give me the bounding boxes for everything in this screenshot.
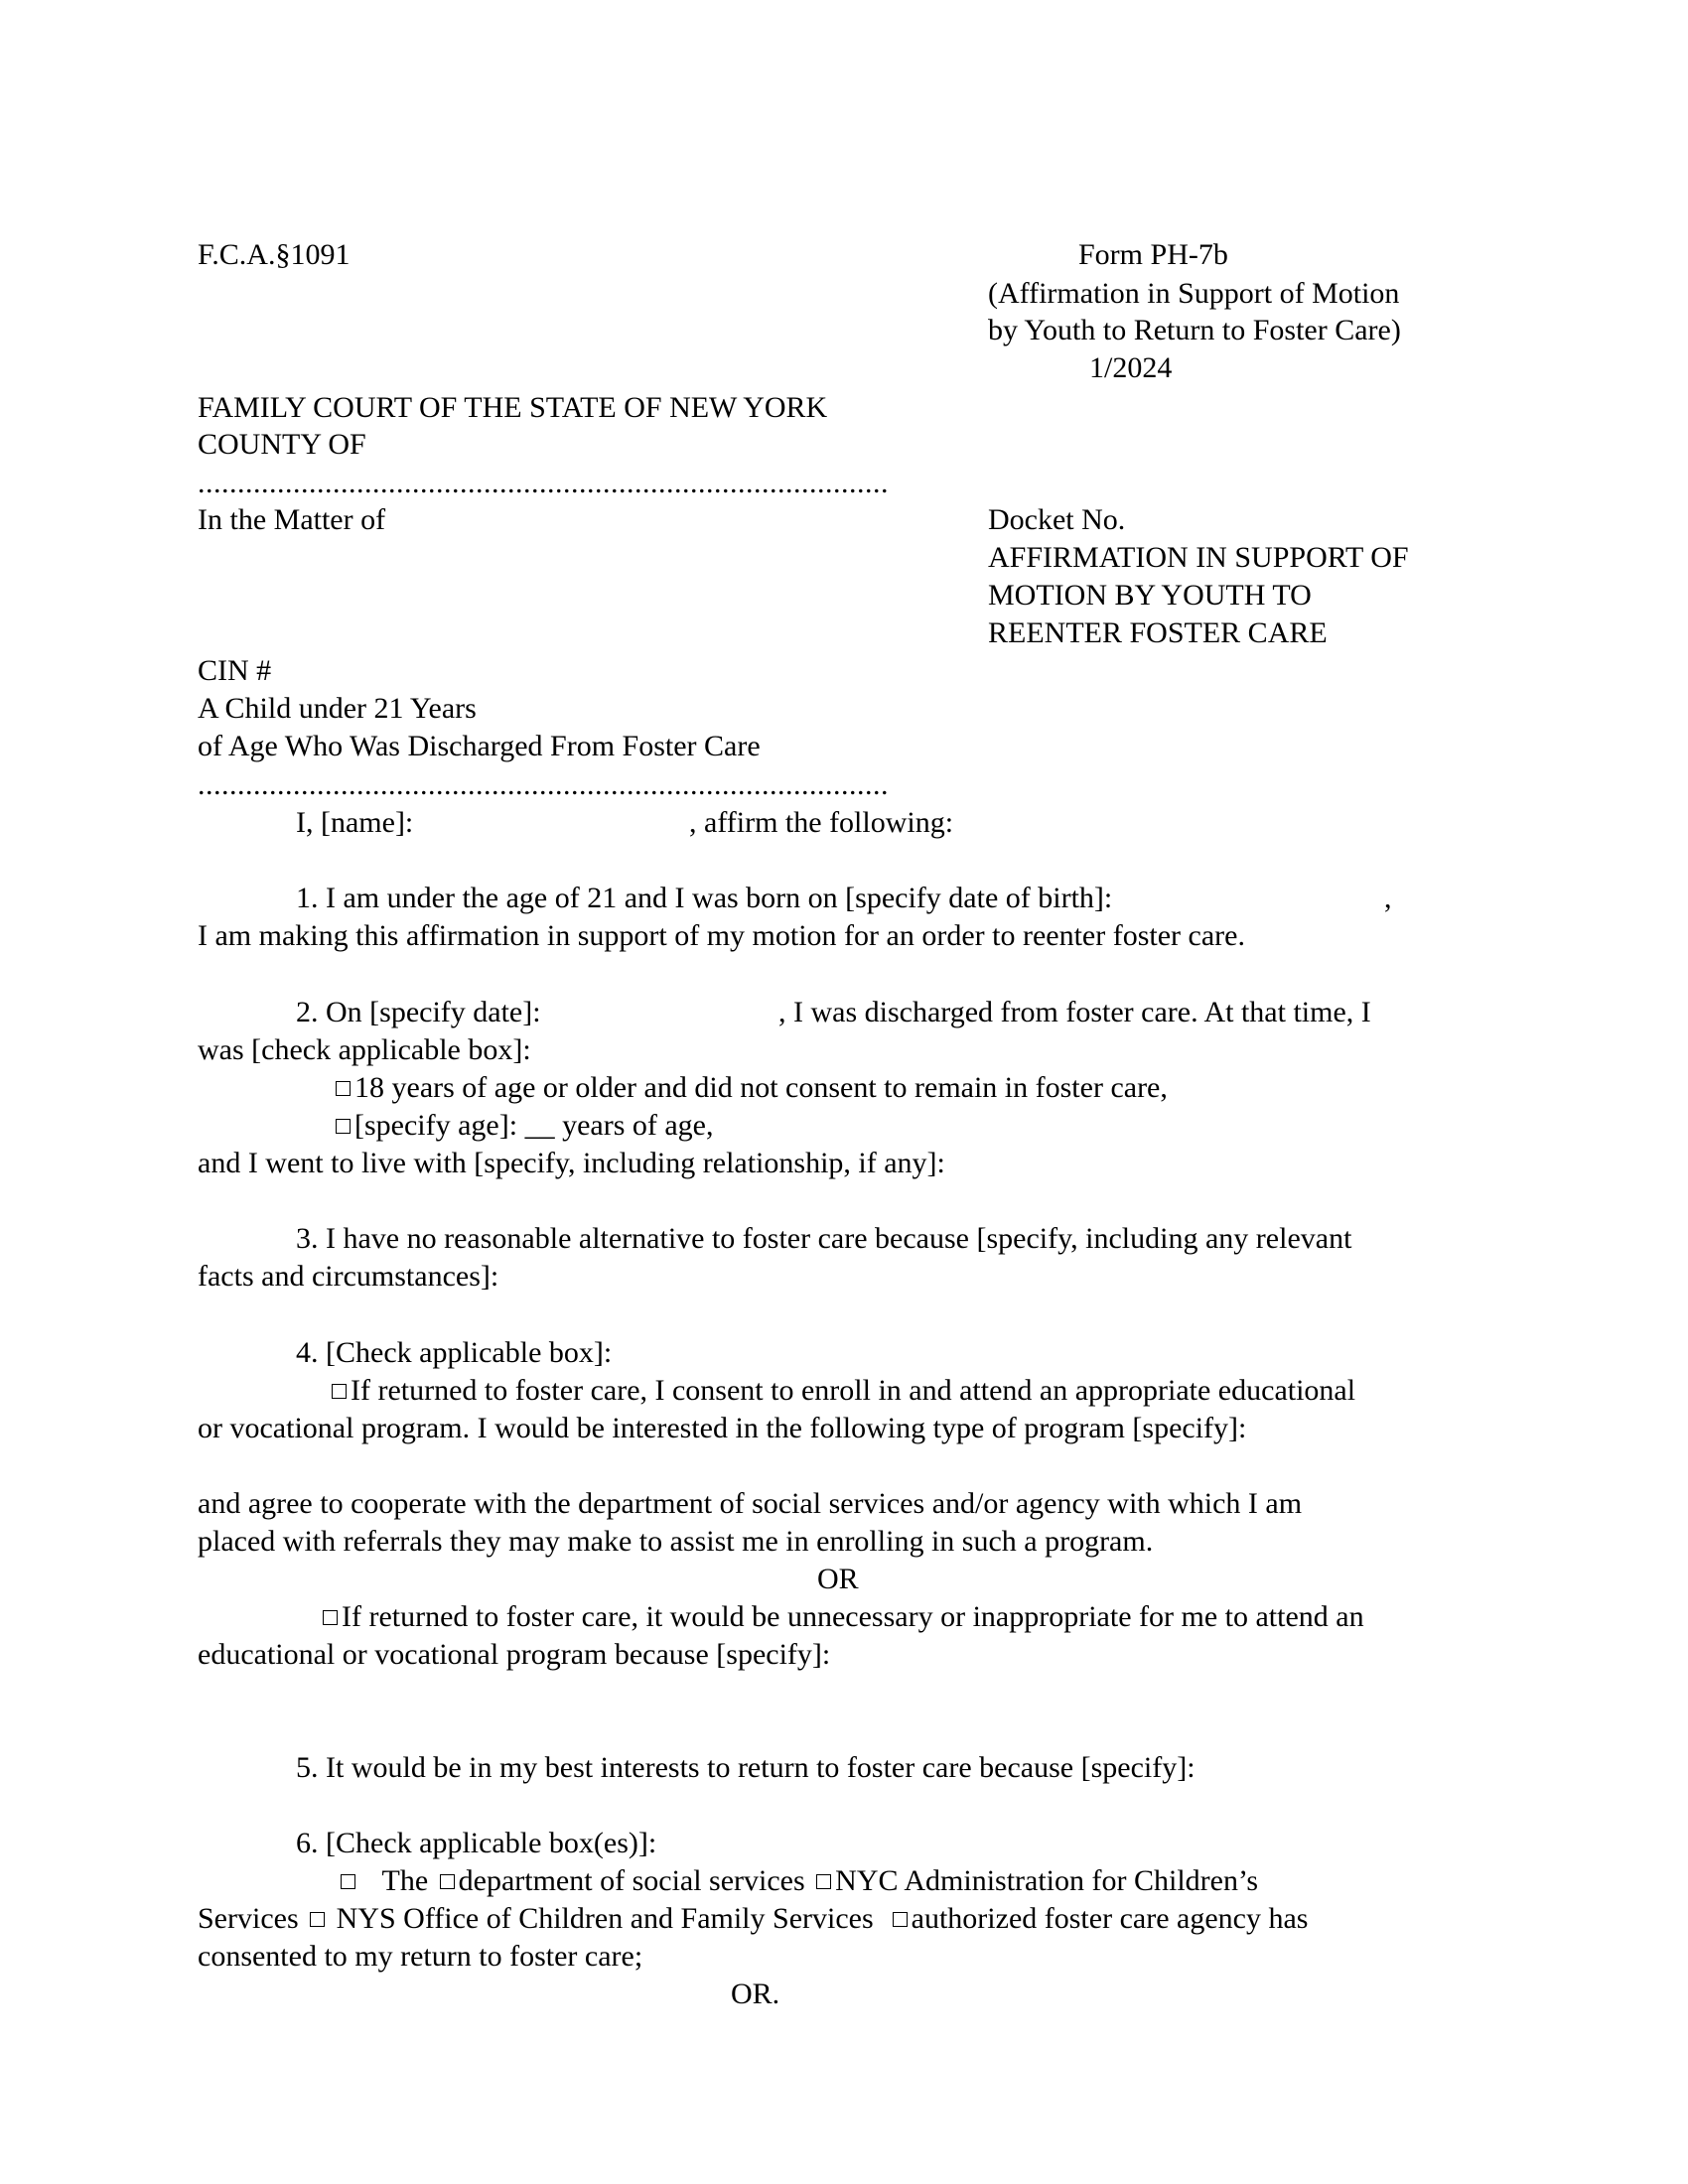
para1-comma: ,	[1384, 882, 1392, 914]
form-description-line2: by Youth to Return to Foster Care)	[988, 314, 1401, 346]
caption-separator-top: .......................................................................................	[198, 467, 889, 499]
document-title-line2: MOTION BY YOUTH TO	[988, 579, 1312, 612]
county-label: COUNTY OF	[198, 428, 366, 461]
child-description-line2: of Age Who Was Discharged From Foster Care	[198, 730, 761, 762]
checkbox[interactable]	[816, 1874, 831, 1889]
affirm-following: , affirm the following:	[689, 806, 954, 839]
para1-line1: 1. I am under the age of 21 and I was born on [specify date of birth]:	[296, 882, 1113, 914]
para3-line1: 3. I have no reasonable alternative to foster care because [specify, including any relevant	[296, 1222, 1352, 1255]
court-name: FAMILY COURT OF THE STATE OF NEW YORK	[198, 391, 828, 424]
form-description-line1: (Affirmation in Support of Motion	[988, 277, 1400, 310]
affiant-name-label: I, [name]:	[296, 806, 414, 839]
para4-option-unnecessary	[323, 1598, 1364, 1636]
para4-or: OR	[817, 1563, 859, 1595]
para1-line2: I am making this affirmation in support of my motion for an order to reenter foster care.	[198, 919, 1245, 952]
acs-label-cont: Services	[198, 1902, 299, 1935]
para6-consent-line2	[198, 1900, 1308, 1938]
the-label: The	[381, 1864, 429, 1897]
acs-label: NYC Administration for Children’s	[835, 1864, 1258, 1897]
para4-agree-line1: and agree to cooperate with the department of social services and/or agency with which I am	[198, 1487, 1303, 1520]
document-title-line1: AFFIRMATION IN SUPPORT OF	[988, 541, 1409, 574]
checkbox[interactable]	[336, 1081, 351, 1096]
para6-or: OR.	[731, 1978, 780, 2010]
child-description-line1: A Child under 21 Years	[198, 692, 477, 725]
para4-option-enroll-line2: or vocational program. I would be interested in the following type of program [specify]:	[198, 1412, 1247, 1444]
checkbox[interactable]	[440, 1874, 455, 1889]
para2-option-adult	[336, 1069, 1168, 1107]
caption-separator-bottom: .......................................................................................	[198, 768, 889, 801]
para6-heading: 6. [Check applicable box(es)]:	[296, 1827, 657, 1859]
para2-lived-with: and I went to live with [specify, including relationship, if any]:	[198, 1147, 945, 1179]
ocfs-label: NYS Office of Children and Family Services	[336, 1902, 874, 1935]
checkbox[interactable]	[341, 1874, 355, 1889]
dss-label: department of social services	[458, 1864, 805, 1897]
para2-check-box-label: was [check applicable box]:	[198, 1033, 531, 1066]
para6-consent-line1	[341, 1862, 1258, 1900]
para2-option-age	[336, 1107, 714, 1145]
matter-of-label: In the Matter of	[198, 503, 386, 536]
para5-line1: 5. It would be in my best interests to return to foster care because [specify]:	[296, 1751, 1196, 1784]
checkbox[interactable]	[332, 1384, 347, 1399]
option-label: If returned to foster care, I consent to enroll in and attend an appropriate educational	[351, 1374, 1356, 1407]
para2-discharged: , I was discharged from foster care. At that time, I	[778, 996, 1371, 1028]
para6-consent-line3: consented to my return to foster care;	[198, 1940, 643, 1973]
checkbox[interactable]	[323, 1610, 338, 1625]
para4-agree-line2: placed with referrals they may make to assist me in enrolling in such a program.	[198, 1525, 1154, 1558]
form-number: Form PH-7b	[1078, 238, 1228, 271]
option-label: [specify age]: __ years of age,	[354, 1109, 714, 1142]
docket-label: Docket No.	[988, 503, 1126, 536]
document-title-line3: REENTER FOSTER CARE	[988, 616, 1328, 649]
para4-option-enroll	[332, 1372, 1355, 1410]
agency-label: authorized foster care agency has	[911, 1902, 1309, 1935]
checkbox[interactable]	[310, 1912, 325, 1927]
para4-heading: 4. [Check applicable box]:	[296, 1336, 613, 1369]
option-label: 18 years of age or older and did not consent to remain in foster care,	[354, 1071, 1168, 1104]
para4-option-unnecessary-line2: educational or vocational program because [specify]:	[198, 1638, 831, 1671]
checkbox[interactable]	[893, 1912, 908, 1927]
para2-date-label: 2. On [specify date]:	[296, 996, 541, 1028]
cin-label: CIN #	[198, 654, 272, 687]
checkbox[interactable]	[336, 1119, 351, 1134]
option-label: If returned to foster care, it would be unnecessary or inappropriate for me to attend an	[342, 1600, 1364, 1633]
form-date: 1/2024	[1089, 351, 1173, 384]
statute-citation: F.C.A.§1091	[198, 238, 351, 271]
para3-line2: facts and circumstances]:	[198, 1260, 499, 1293]
